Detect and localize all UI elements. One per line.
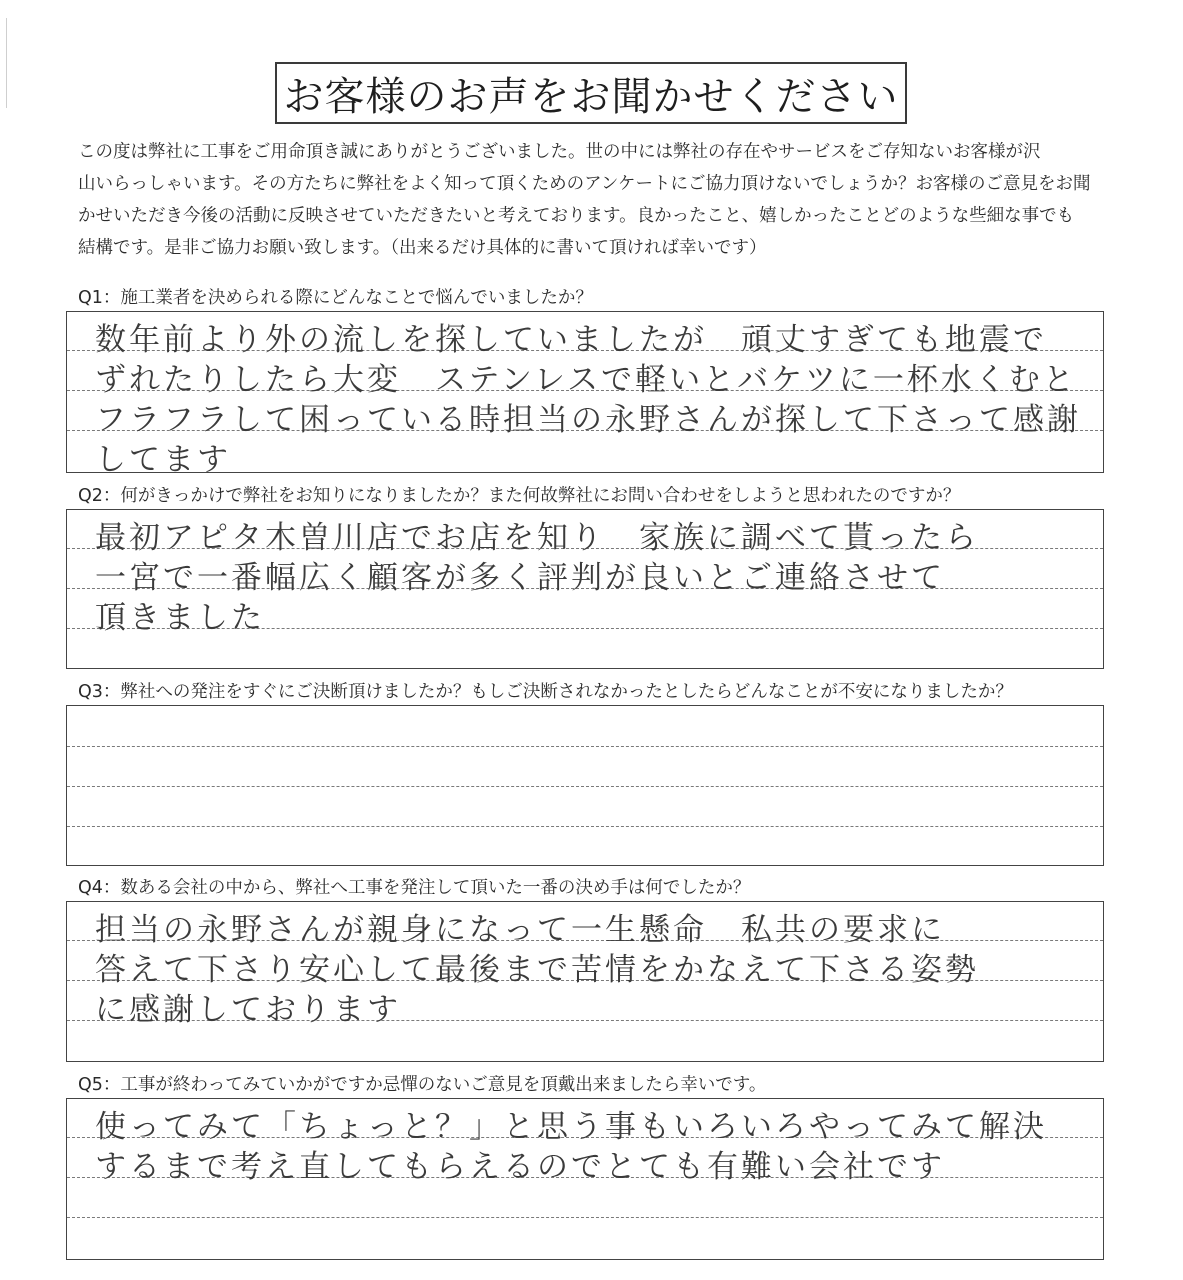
handwritten-line: 答えて下さり安心して最後まで苦情をかなえて下さる姿勢 [95,952,979,988]
handwritten-line: 数年前より外の流しを探していましたが 頑丈すぎても地震で [95,322,1047,358]
intro-line: かせいただき今後の活動に反映させていただきたいと考えております。良かったこと、嬉しかったことどのような些細な事でも [78,206,1075,226]
handwritten-line: 頂きました [95,600,265,636]
handwritten-line: ずれたりしたら大変 ステンレスで軽いとバケツに一杯水くむと [95,362,1077,398]
question-3-label: Q3：弊社への発注をすぐにご決断頂けましたか？もしご決断されなかったとしたらどんなことが不安になりましたか？ [78,682,1013,702]
handwritten-line: 最初アピタ木曽川店でお店を知り 家族に調べて貰ったら [95,520,979,556]
page-title-text: お客様のお声をお聞かせください [283,73,899,120]
question-2-label: Q2：何がきっかけで弊社をお知りになりましたか？また何故弊社にお問い合わせをしようと思われたのですか？ [78,486,961,506]
answer-rule [67,1217,1103,1218]
intro-line: 結構です。是非ご協力お願い致します。（出来るだけ具体的に書いて頂ければ幸いです） [78,238,767,258]
intro-paragraph [78,136,1118,264]
answer-box-5[interactable] [66,1098,1104,1260]
question-4-label: Q4：数ある会社の中から、弊社へ工事を発注して頂いた一番の決め手は何でしたか？ [78,878,751,898]
question-1-label: Q1：施工業者を決められる際にどんなことで悩んでいましたか？ [78,288,593,308]
intro-line: 山いらっしゃいます。その方たちに弊社をよく知って頂くためのアンケートにご協力頂けないでしょうか？お客様のご意見をお聞 [78,174,1091,194]
handwritten-line: 一宮で一番幅広く顧客が多く評判が良いとご連絡させて [95,560,945,596]
answer-rule [67,826,1103,827]
answer-box-1[interactable] [66,311,1104,478]
intro-line: この度は弊社に工事をご用命頂き誠にありがとうございました。世の中には弊社の存在やサービスをご存知ないお客様が沢 [78,142,1041,162]
answer-box-4[interactable] [66,901,1104,1062]
answer-box-2[interactable] [66,509,1104,669]
answer-box-3[interactable] [66,705,1104,866]
handwritten-line: 使ってみて「ちょっと？」と思う事もいろいろやってみて解決 [95,1109,1047,1145]
page-title [275,62,907,124]
handwritten-line: 担当の永野さんが親身になって一生懸命 私共の要求に [95,912,945,948]
handwritten-line: するまで考え直してもらえるのでとても有難い会社です [95,1149,945,1185]
answer-rule [67,786,1103,787]
handwritten-line: フラフラして困っている時担当の永野さんが探して下さって感謝 [95,402,1081,438]
scan-edge-mark [6,18,67,108]
handwritten-line: してます [95,442,231,478]
question-5-label: Q5：工事が終わってみていかがですか忌憚のないご意見を頂戴出来ましたら幸いです。 [78,1075,767,1095]
answer-rule [67,746,1103,747]
handwritten-line: に感謝しております [95,992,401,1028]
